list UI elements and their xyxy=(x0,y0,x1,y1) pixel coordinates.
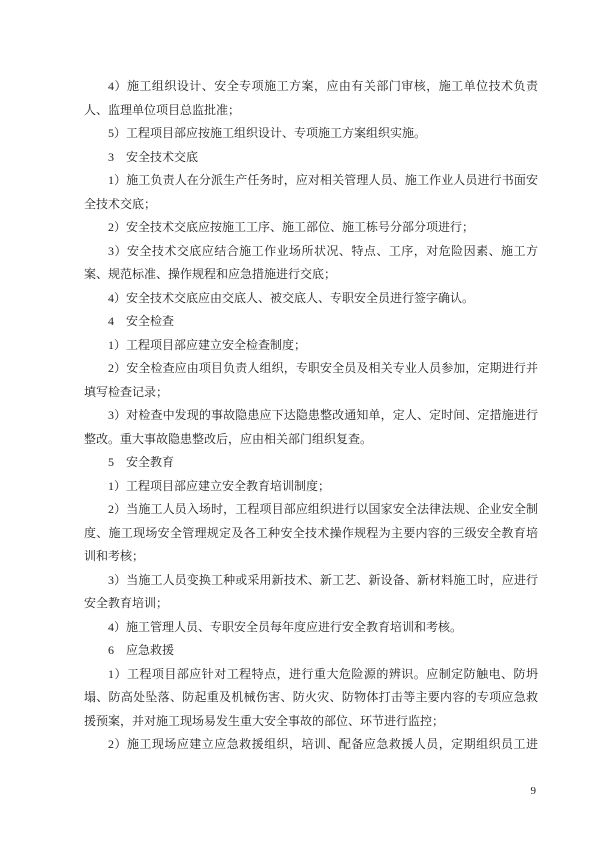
paragraph: 1）工程项目部应建立安全检查制度； xyxy=(108,337,307,352)
paragraph: 3）安全技术交底应结合施工作业场所状况、特点、工序，对危险因素、施工方案、规范标准、操作规程和应急措施进行交底； xyxy=(84,243,538,281)
paragraph: 1）工程项目部应针对工程特点，进行重大危险源的辨识。应制定防触电、防坍塌、防高处坠落、防起重及机械伤害、防火灾、防物体打击等主要内容的专项应急救援预案，并对施工现场易发生重大安全事故的部位、环节进行监控； xyxy=(84,666,538,728)
section-heading: 6 应急救援 xyxy=(108,643,175,657)
paragraph: 2）施工现场应建立应急救援组织，培训、配备应急救援人员，定期组织员工进 xyxy=(108,737,538,751)
paragraph: 4）施工组织设计、安全专项施工方案，应由有关部门审核，施工单位技术负责人、监理单位项目总监批准； xyxy=(84,79,538,117)
page-number: 9 xyxy=(530,785,536,797)
paragraph: 2）安全技术交底应按施工工序、施工部位、施工栋号分部分项进行； xyxy=(108,220,475,234)
paragraph: 1）施工负责人在分派生产任务时，应对相关管理人员、施工作业人员进行书面安全技术交底； xyxy=(84,173,538,211)
paragraph: 3）当施工人员变换工种或采用新技术、新工艺、新设备、新材料施工时，应进行安全教育培训； xyxy=(84,572,538,610)
document-content xyxy=(84,75,538,757)
paragraph: 2）当施工人员入场时，工程项目部应组织进行以国家安全法律法规、企业安全制度、施工现场安全管理规定及各工种安全技术操作规程为主要内容的三级安全教育培训和考核； xyxy=(84,502,538,563)
paragraph: 5）工程项目部应按施工组织设计、专项施工方案组织实施。 xyxy=(108,126,427,140)
paragraph: 4）安全技术交底应由交底人、被交底人、专职安全员进行签字确认。 xyxy=(108,290,475,305)
section-heading: 4 安全检查 xyxy=(108,314,175,328)
paragraph: 3）对检查中发现的事故隐患应下达隐患整改通知单，定人、定时间、定措施进行整改。重大事故隐患整改后，应由相关部门组织复查。 xyxy=(84,408,538,446)
section-heading: 3 安全技术交底 xyxy=(108,149,199,164)
paragraph: 1）工程项目部应建立安全教育培训制度； xyxy=(108,478,331,493)
section-heading: 5 安全教育 xyxy=(108,455,175,469)
paragraph: 4）施工管理人员、专职安全员每年度应进行安全教育培训和考核。 xyxy=(108,619,463,634)
paragraph: 2）安全检查应由项目负责人组织，专职安全员及相关专业人员参加，定期进行并填写检查记录； xyxy=(84,361,538,399)
